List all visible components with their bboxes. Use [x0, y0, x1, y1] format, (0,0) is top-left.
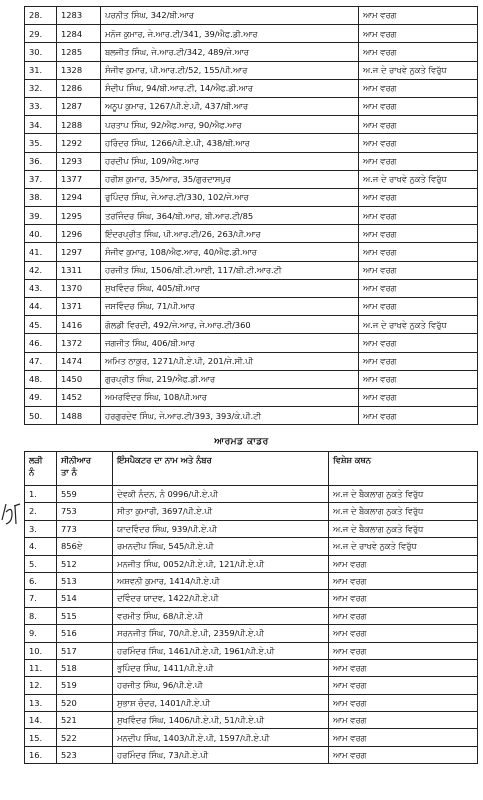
- name-cell: ਸੰਜੀਵ ਕੁਮਾਰ, 108/ਐਫ.ਆਰ, 40/ਐਫ.ਡੀ.ਆਰ: [101, 243, 359, 261]
- table-row: [25, 25, 478, 43]
- seniority-cell: 522: [57, 729, 113, 746]
- name-cell: ਦਵਿੰਦਰ ਯਾਦਵ, 1422/ਪੀ.ਏ.ਪੀ: [113, 590, 329, 607]
- table-row: [25, 370, 478, 388]
- table-row: [25, 207, 478, 225]
- remark-cell: ਆਮ ਵਰਗ: [359, 207, 478, 225]
- name-cell: ਜਗਜੀਤ ਸਿੰਘ, 406/ਬੀ.ਆਰ: [101, 334, 359, 352]
- remark-cell: ਅ.ਜ ਦੇ ਬੈਕਲਾਗ ਨੁਕਤੇ ਵਿਰੁੱਧ: [329, 520, 478, 537]
- seniority-cell: 1287: [57, 97, 101, 115]
- name-cell: ਦੇਵਕੀ ਨੰਦਨ, ਨੰ 0996/ਪੀ.ਏ.ਪੀ: [113, 486, 329, 503]
- serial-cell: 9.: [25, 625, 57, 642]
- name-cell: ਅਨੂਪ ਕੁਮਾਰ, 1267/ਪੀ.ਏ.ਪੀ, 437/ਬੀ.ਆਰ: [101, 97, 359, 115]
- seniority-cell: 1286: [57, 79, 101, 97]
- table-row: [25, 642, 478, 659]
- remark-cell: ਆਮ ਵਰਗ: [359, 188, 478, 206]
- serial-cell: 39.: [25, 207, 57, 225]
- serial-cell: 40.: [25, 225, 57, 243]
- serial-cell: 50.: [25, 407, 57, 425]
- table-row: [25, 352, 478, 370]
- name-cell: ਹਰਿੰਦਰ ਸਿੰਘ, 1266/ਪੀ.ਏ.ਪੀ, 438/ਬੀ.ਆਰ: [101, 134, 359, 152]
- remark-cell: ਆਮ ਵਰਗ: [329, 659, 478, 676]
- section-title: ਆਰਮਡ ਕਾਡਰ: [214, 437, 269, 447]
- table-row: [25, 407, 478, 425]
- remark-cell: ਆਮ ਵਰਗ: [359, 334, 478, 352]
- armed-cadre-table-body: [25, 486, 478, 764]
- name-cell: ਇੰਦਰਪ੍ਰੀਤ ਸਿੰਘ, ਪੀ.ਆਰ.ਟੀ/26, 263/ਪੀ.ਆਰ: [101, 225, 359, 243]
- table-row: [25, 590, 478, 607]
- name-cell: ਅਮਰਵਿੰਦਰ ਸਿੰਘ, 108/ਪੀ.ਆਰ: [101, 388, 359, 406]
- header-remark: ਵਿਸ਼ੇਸ਼ ਕਥਨ: [329, 452, 478, 486]
- name-cell: ਰਮਨਦੀਪ ਸਿੰਘ, 545/ਪੀ.ਏ.ਪੀ: [113, 538, 329, 555]
- name-cell: ਅਮਿਤ ਠਾਕੁਰ, 1271/ਪੀ.ਏ.ਪੀ, 201/ਜੇ.ਸੀ.ਪੀ: [101, 352, 359, 370]
- name-cell: ਹਰਗੁਰਦੇਵ ਸਿੰਘ, ਜੇ.ਆਰ.ਟੀ/393, 393/ਕੇ.ਪੀ.ਟੀ: [101, 407, 359, 425]
- table-row: [25, 712, 478, 729]
- table-row: [25, 134, 478, 152]
- remark-cell: ਆਮ ਵਰਗ: [359, 7, 478, 25]
- table-row: [25, 538, 478, 555]
- serial-cell: 10.: [25, 642, 57, 659]
- serial-cell: 5.: [25, 555, 57, 572]
- serial-cell: 35.: [25, 134, 57, 152]
- table-row: [25, 116, 478, 134]
- header-inspector-name: ਇੰਸਪੈਕਟਰ ਦਾ ਨਾਮ ਅਤੇ ਨੰਬਰ: [113, 452, 329, 486]
- remark-cell: ਆਮ ਵਰਗ: [329, 572, 478, 589]
- seniority-cell: 1293: [57, 152, 101, 170]
- remark-cell: ਆਮ ਵਰਗ: [329, 712, 478, 729]
- remark-cell: ਆਮ ਵਰਗ: [359, 370, 478, 388]
- serial-cell: 13.: [25, 694, 57, 711]
- general-cadre-table: [24, 6, 478, 425]
- serial-cell: 37.: [25, 170, 57, 188]
- seniority-cell: 1450: [57, 370, 101, 388]
- remark-cell: ਆਮ ਵਰਗ: [329, 555, 478, 572]
- remark-cell: ਅ.ਜ ਦੇ ਰਾਖਵੇ ਨੁਕਤੇ ਵਿਰੁੱਧ: [359, 170, 478, 188]
- table-row: [25, 746, 478, 763]
- remark-cell: ਆਮ ਵਰਗ: [329, 729, 478, 746]
- remark-cell: ਆਮ ਵਰਗ: [359, 225, 478, 243]
- seniority-cell: 753: [57, 503, 113, 520]
- name-cell: ਗੁਰਪ੍ਰੀਤ ਸਿੰਘ, 219/ਐਫ.ਡੀ.ਆਰ: [101, 370, 359, 388]
- serial-cell: 8.: [25, 607, 57, 624]
- remark-cell: ਆਮ ਵਰਗ: [359, 243, 478, 261]
- header-serial-line1: ਲੜੀ: [29, 455, 43, 465]
- seniority-cell: 1288: [57, 116, 101, 134]
- remark-cell: ਆਮ ਵਰਗ: [359, 407, 478, 425]
- serial-cell: 38.: [25, 188, 57, 206]
- table-row: [25, 659, 478, 676]
- seniority-cell: 1488: [57, 407, 101, 425]
- name-cell: ਪਰਤਾਪ ਸਿੰਘ, 92/ਐਫ.ਆਰ, 90/ਐਫ.ਆਰ: [101, 116, 359, 134]
- name-cell: ਸੰਦੀਪ ਸਿੰਘ, 94/ਬੀ.ਆਰ.ਟੀ, 14/ਐਫ.ਡੀ.ਆਰ: [101, 79, 359, 97]
- table-row: [25, 225, 478, 243]
- table-row: [25, 572, 478, 589]
- table-row: [25, 261, 478, 279]
- serial-cell: 44.: [25, 298, 57, 316]
- serial-cell: 49.: [25, 388, 57, 406]
- seniority-cell: 1284: [57, 25, 101, 43]
- serial-cell: 43.: [25, 279, 57, 297]
- table-row: [25, 170, 478, 188]
- seniority-cell: 1452: [57, 388, 101, 406]
- name-cell: ਤਰਜਿੰਦਰ ਸਿੰਘ, 364/ਬੀ.ਆਰ, ਬੀ.ਆਰ.ਟੀ/85: [101, 207, 359, 225]
- seniority-cell: 1416: [57, 316, 101, 334]
- seniority-cell: 1377: [57, 170, 101, 188]
- remark-cell: ਅ.ਜ ਦੇ ਬੈਕਲਾਗ ਨੁਕਤੇ ਵਿਰੁੱਧ: [329, 486, 478, 503]
- seniority-cell: 1328: [57, 61, 101, 79]
- table-row: [25, 7, 478, 25]
- seniority-cell: 1285: [57, 43, 101, 61]
- name-cell: ਸੁਖਵਿੰਦਰ ਸਿੰਘ, 1406/ਪੀ.ਏ.ਪੀ, 51/ਪੀ.ਏ.ਪੀ: [113, 712, 329, 729]
- table-row: [25, 79, 478, 97]
- seniority-cell: 1297: [57, 243, 101, 261]
- name-cell: ਸੁਖਵਿੰਦਰ ਸਿੰਘ, 405/ਬੀ.ਆਰ: [101, 279, 359, 297]
- name-cell: ਸੀਤਾ ਕੁਮਾਰੀ, 3697/ਪੀ.ਏ.ਪੀ: [113, 503, 329, 520]
- serial-cell: 30.: [25, 43, 57, 61]
- remark-cell: ਆਮ ਵਰਗ: [359, 79, 478, 97]
- name-cell: ਪਰਨੀਤ ਸਿੰਘ, 342/ਬੀ.ਆਰ: [101, 7, 359, 25]
- seniority-cell: 521: [57, 712, 113, 729]
- remark-cell: ਆਮ ਵਰਗ: [359, 352, 478, 370]
- remark-cell: ਆਮ ਵਰਗ: [359, 152, 478, 170]
- name-cell: ਸੁਭਾਸ਼ ਚੰਦਰ, 1401/ਪੀ.ਏ.ਪੀ: [113, 694, 329, 711]
- name-cell: ਹਰਮਿੰਦਰ ਸਿੰਘ, 73/ਪੀ.ਏ.ਪੀ: [113, 746, 329, 763]
- serial-cell: 41.: [25, 243, 57, 261]
- general-cadre-table-body: [25, 7, 478, 425]
- seniority-cell: 1311: [57, 261, 101, 279]
- table-row: [25, 334, 478, 352]
- remark-cell: ਅ.ਜ ਦੇ ਰਾਖਵੇ ਨੁਕਤੇ ਵਿਰੁੱਧ: [359, 316, 478, 334]
- table-row: [25, 316, 478, 334]
- serial-cell: 4.: [25, 538, 57, 555]
- seniority-cell: 1474: [57, 352, 101, 370]
- remark-cell: ਆਮ ਵਰਗ: [329, 677, 478, 694]
- name-cell: ਹਰਜੀਤ ਸਿੰਘ, 96/ਪੀ.ਏ.ਪੀ: [113, 677, 329, 694]
- name-cell: ਹਰੀਸ਼ ਕੁਮਾਰ, 35/ਆਰ, 35/ਗੁਰਦਾਸਪੁਰ: [101, 170, 359, 188]
- serial-cell: 33.: [25, 97, 57, 115]
- serial-cell: 47.: [25, 352, 57, 370]
- name-cell: ਸਰਨਜੀਤ ਸਿੰਘ, 70/ਪੀ.ਏ.ਪੀ, 2359/ਪੀ.ਏ.ਪੀ: [113, 625, 329, 642]
- name-cell: ਜਸਵਿੰਦਰ ਸਿੰਘ, 71/ਪੀ.ਆਰ: [101, 298, 359, 316]
- name-cell: ਗੋਲਡੀ ਵਿਰਦੀ, 492/ਜੇ.ਆਰ, ਜੇ.ਆਰ.ਟੀ/360: [101, 316, 359, 334]
- table-row: [25, 694, 478, 711]
- remark-cell: ਆਮ ਵਰਗ: [359, 134, 478, 152]
- table-row: [25, 607, 478, 624]
- remark-cell: ਆਮ ਵਰਗ: [329, 694, 478, 711]
- table-row: [25, 279, 478, 297]
- name-cell: ਹਰਮਿੰਦਰ ਸਿੰਘ, 1461/ਪੀ.ਏ.ਪੀ, 1961/ਪੀ.ਏ.ਪੀ: [113, 642, 329, 659]
- seniority-cell: 1294: [57, 188, 101, 206]
- table-row: [25, 97, 478, 115]
- remark-cell: ਆਮ ਵਰਗ: [359, 298, 478, 316]
- serial-cell: 16.: [25, 746, 57, 763]
- handwritten-signature-mark: [0, 498, 22, 528]
- name-cell: ਮਨੋਜ ਕੁਮਾਰ, ਜੇ.ਆਰ.ਟੀ/341, 39/ਐਫ.ਡੀ.ਆਰ: [101, 25, 359, 43]
- table-row: [25, 152, 478, 170]
- serial-cell: 1.: [25, 486, 57, 503]
- seniority-cell: 1370: [57, 279, 101, 297]
- name-cell: ਸੰਜੀਵ ਕੁਮਾਰ, ਪੀ.ਆਰ.ਟੀ/52, 155/ਪੀ.ਆਰ: [101, 61, 359, 79]
- name-cell: ਬਲਜੀਤ ਸਿੰਘ, ਜੇ.ਆਰ.ਟੀ/342, 489/ਜੇ.ਆਰ: [101, 43, 359, 61]
- name-cell: ਰੁਪਿੰਦਰ ਸਿੰਘ, ਜੇ.ਆਰ.ਟੀ/330, 102/ਜੇ.ਆਰ: [101, 188, 359, 206]
- seniority-cell: 1296: [57, 225, 101, 243]
- header-seniority-line2: ਤਾ ਨੰ: [61, 467, 77, 477]
- serial-cell: 34.: [25, 116, 57, 134]
- seniority-cell: 1371: [57, 298, 101, 316]
- header-seniority: [57, 452, 113, 486]
- remark-cell: ਅ.ਜ ਦੇ ਰਾਖਵੇ ਨੁਕਤੇ ਵਿਰੁੱਧ: [359, 61, 478, 79]
- seniority-cell: 856ਏ: [57, 538, 113, 555]
- table-row: [25, 243, 478, 261]
- table-row: [25, 486, 478, 503]
- seniority-cell: 1283: [57, 7, 101, 25]
- seniority-cell: 515: [57, 607, 113, 624]
- table-row: [25, 520, 478, 537]
- remark-cell: ਆਮ ਵਰਗ: [329, 642, 478, 659]
- header-serial-line2: ਨੰ: [29, 467, 35, 477]
- seniority-cell: 1372: [57, 334, 101, 352]
- name-cell: ਭੁਪਿੰਦਰ ਸਿੰਘ, 1411/ਪੀ.ਏ.ਪੀ: [113, 659, 329, 676]
- name-cell: ਮਨਦੀਪ ਸਿੰਘ, 1403/ਪੀ.ਏ.ਪੀ, 1597/ਪੀ.ਏ.ਪੀ: [113, 729, 329, 746]
- serial-cell: 46.: [25, 334, 57, 352]
- armed-cadre-table-header: [25, 452, 478, 486]
- serial-cell: 45.: [25, 316, 57, 334]
- seniority-cell: 1292: [57, 134, 101, 152]
- table-row: [25, 503, 478, 520]
- name-cell: ਹਰਦੀਪ ਸਿੰਘ, 109/ਐਫ.ਆਰ: [101, 152, 359, 170]
- seniority-cell: 559: [57, 486, 113, 503]
- serial-cell: 11.: [25, 659, 57, 676]
- remark-cell: ਆਮ ਵਰਗ: [359, 279, 478, 297]
- table-row: [25, 555, 478, 572]
- serial-cell: 29.: [25, 25, 57, 43]
- name-cell: ਅਸ਼ਵਨੀ ਕੁਮਾਰ, 1414/ਪੀ.ਏ.ਪੀ: [113, 572, 329, 589]
- serial-cell: 2.: [25, 503, 57, 520]
- table-row: [25, 61, 478, 79]
- remark-cell: ਆਮ ਵਰਗ: [329, 607, 478, 624]
- seniority-cell: 513: [57, 572, 113, 589]
- serial-cell: 31.: [25, 61, 57, 79]
- header-serial: [25, 452, 57, 486]
- armed-cadre-table: [24, 451, 478, 764]
- serial-cell: 28.: [25, 7, 57, 25]
- remark-cell: ਆਮ ਵਰਗ: [359, 97, 478, 115]
- serial-cell: 3.: [25, 520, 57, 537]
- table-row: [25, 729, 478, 746]
- remark-cell: ਆਮ ਵਰਗ: [359, 25, 478, 43]
- seniority-cell: 514: [57, 590, 113, 607]
- remark-cell: ਆਮ ਵਰਗ: [359, 116, 478, 134]
- serial-cell: 15.: [25, 729, 57, 746]
- seniority-cell: 512: [57, 555, 113, 572]
- remark-cell: ਆਮ ਵਰਗ: [359, 43, 478, 61]
- serial-cell: 7.: [25, 590, 57, 607]
- name-cell: ਮਨਜੀਤ ਸਿੰਘ, 0052/ਪੀ.ਏ.ਪੀ, 121/ਪੀ.ਏ.ਪੀ: [113, 555, 329, 572]
- header-row: [25, 452, 478, 486]
- name-cell: ਯਾਦਵਿੰਦਰ ਸਿੰਘ, 939/ਪੀ.ਏ.ਪੀ: [113, 520, 329, 537]
- seniority-cell: 517: [57, 642, 113, 659]
- table-row: [25, 677, 478, 694]
- table-row: [25, 388, 478, 406]
- table-row: [25, 625, 478, 642]
- serial-cell: 48.: [25, 370, 57, 388]
- remark-cell: ਆਮ ਵਰਗ: [359, 261, 478, 279]
- name-cell: ਵਰਮੀਤ ਸਿੰਘ, 68/ਪੀ.ਏ.ਪੀ: [113, 607, 329, 624]
- serial-cell: 12.: [25, 677, 57, 694]
- table-row: [25, 298, 478, 316]
- seniority-cell: 773: [57, 520, 113, 537]
- serial-cell: 32.: [25, 79, 57, 97]
- remark-cell: ਅ.ਜ ਦੇ ਰਾਖਵੇ ਨੁਕਤੇ ਵਿਰੁੱਧ: [329, 538, 478, 555]
- serial-cell: 6.: [25, 572, 57, 589]
- seniority-cell: 519: [57, 677, 113, 694]
- remark-cell: ਅ.ਜ ਦੇ ਬੈਕਲਾਗ ਨੁਕਤੇ ਵਿਰੁੱਧ: [329, 503, 478, 520]
- seniority-cell: 516: [57, 625, 113, 642]
- serial-cell: 14.: [25, 712, 57, 729]
- serial-cell: 42.: [25, 261, 57, 279]
- seniority-cell: 520: [57, 694, 113, 711]
- remark-cell: ਆਮ ਵਰਗ: [359, 388, 478, 406]
- table-row: [25, 188, 478, 206]
- name-cell: ਹਰਜੀਤ ਸਿੰਘ, 1506/ਬੀ.ਟੀ.ਆਈ, 117/ਬੀ.ਟੀ.ਆਰ.ਟੀ: [101, 261, 359, 279]
- header-seniority-line1: ਸੀਨੀਆਰ: [61, 455, 91, 465]
- seniority-cell: 523: [57, 746, 113, 763]
- remark-cell: ਆਮ ਵਰਗ: [329, 625, 478, 642]
- seniority-cell: 518: [57, 659, 113, 676]
- serial-cell: 36.: [25, 152, 57, 170]
- table-row: [25, 43, 478, 61]
- remark-cell: ਆਮ ਵਰਗ: [329, 590, 478, 607]
- remark-cell: ਆਮ ਵਰਗ: [329, 746, 478, 763]
- seniority-cell: 1295: [57, 207, 101, 225]
